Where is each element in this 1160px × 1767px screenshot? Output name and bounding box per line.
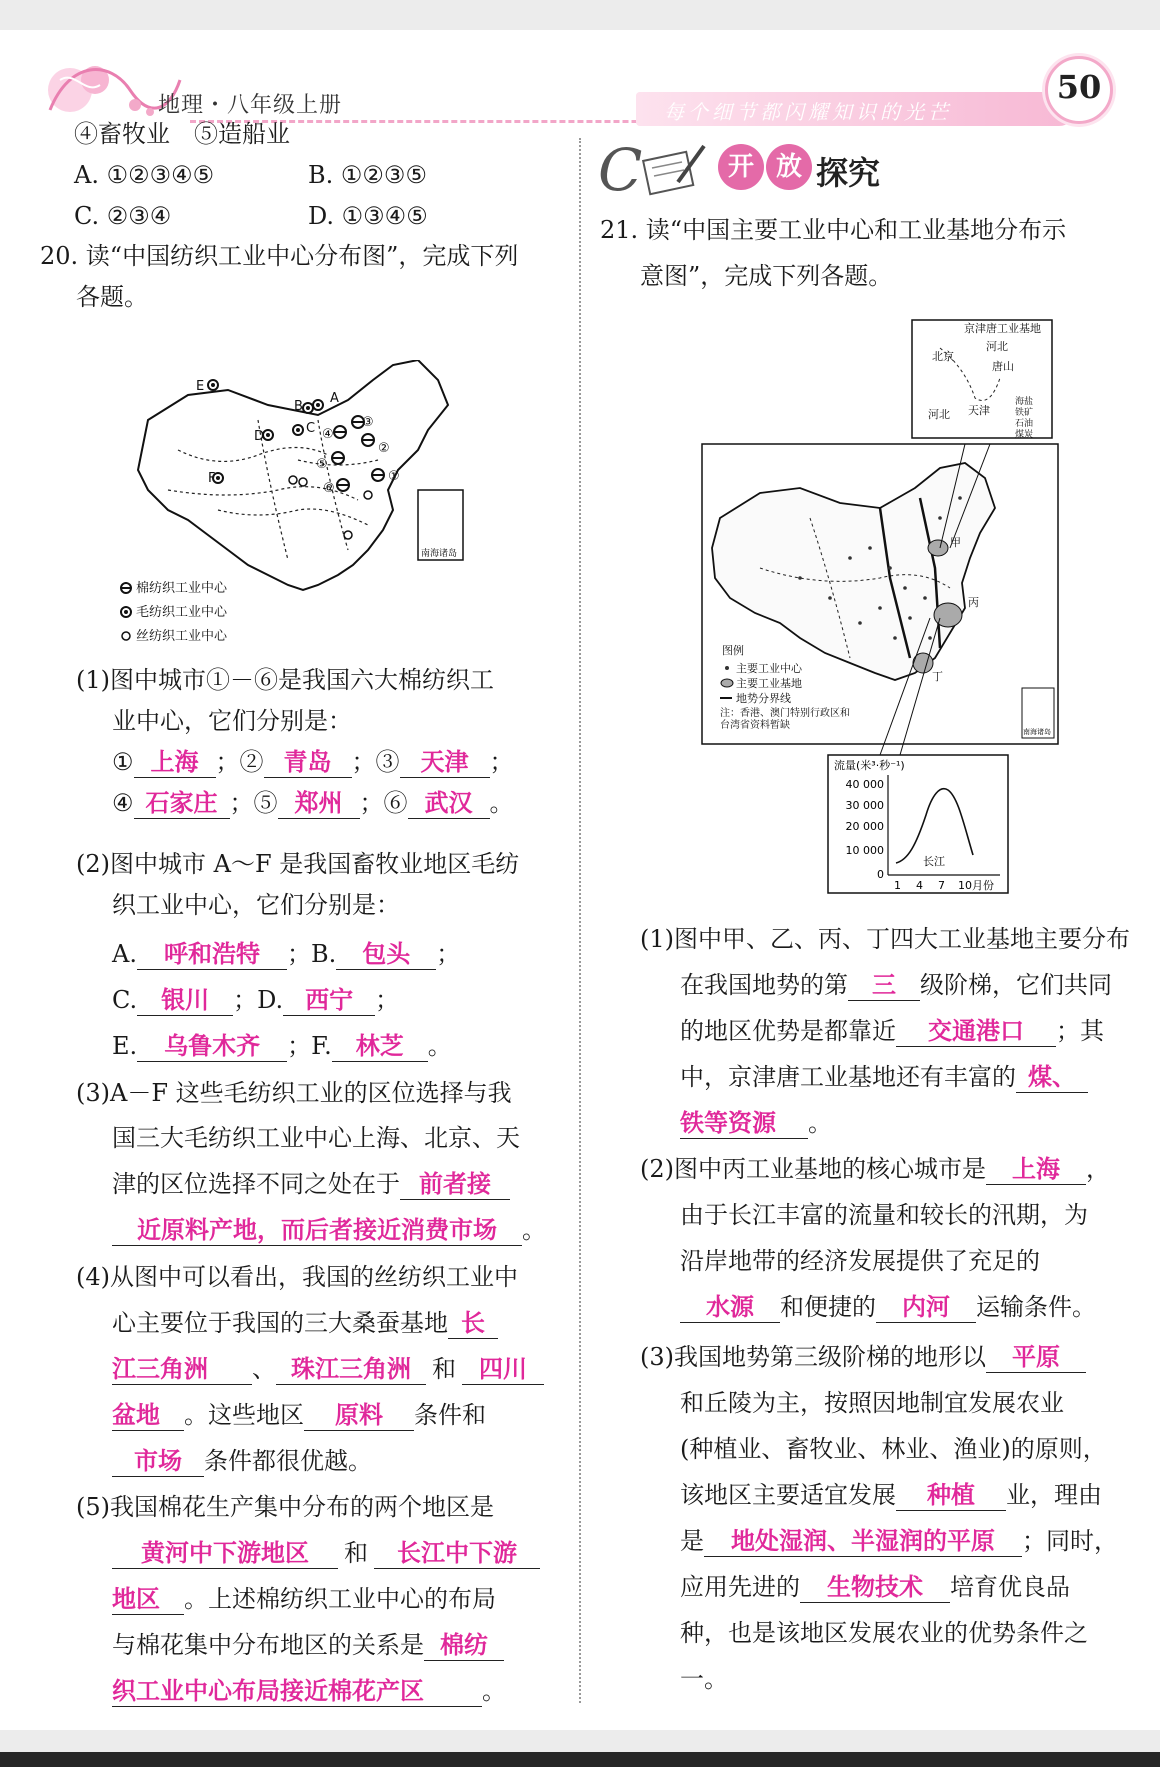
- q20-p2-l3: A. 呼和浩特 ；B. 包头 ；: [112, 940, 461, 968]
- q21-p2-l1: (2)图中丙工业基地的核心城市是 上海 ，: [640, 1155, 1110, 1183]
- map-label-f: F: [208, 471, 216, 486]
- flow-xtick: 7: [938, 879, 945, 892]
- flow-ytick: 10 000: [845, 844, 884, 857]
- q21-p1-l4: 中，京津唐工业基地还有丰富的 煤、: [680, 1061, 1088, 1093]
- map-label-4: ④: [322, 427, 334, 442]
- q20-p4-l2: 心主要位于我国的三大桑蚕基地 长: [112, 1307, 498, 1339]
- answer-blank[interactable]: 铁等资源: [680, 1108, 808, 1139]
- answer-blank[interactable]: 长江中下游: [374, 1538, 540, 1569]
- q20-p4-l4: 盆地 。这些地区 原料 条件和: [112, 1401, 486, 1429]
- answer-blank[interactable]: 地区: [112, 1584, 184, 1615]
- inset-label-tangshan: 唐山: [992, 360, 1014, 373]
- q21-p3-l7: 种，也是该地区发展农业的优势条件之: [680, 1619, 1088, 1647]
- inset-legend-coal: 煤炭: [1015, 430, 1034, 440]
- flow-xtick: 1: [894, 879, 901, 892]
- inset-label-hebei-1: 河北: [986, 340, 1008, 353]
- map-label-c: C: [306, 421, 316, 436]
- inset-label-tianjin: 天津: [968, 404, 990, 417]
- map-label-3: ③: [362, 415, 374, 430]
- badge-open-char-1: 开: [718, 144, 764, 190]
- q21-p3-l3: (种植业、畜牧业、林业、渔业)的原则，: [680, 1435, 1107, 1463]
- inset-label: 南海诸岛: [421, 549, 458, 559]
- q21-p1-l5: 铁等资源 。: [680, 1109, 832, 1137]
- q21-p3-l1: (3)我国地势第三级阶梯的地形以 平原: [640, 1341, 1086, 1373]
- q20-p2-l1: (2)图中城市 A～F 是我国畜牧业地区毛纺: [76, 850, 520, 878]
- legend-cotton: 棉纺织工业中心: [136, 581, 228, 596]
- answer-blank[interactable]: 原料: [304, 1400, 414, 1431]
- page-number: 50: [1056, 68, 1102, 106]
- q21-p3-l2: 和丘陵为主，按照因地制宜发展农业: [680, 1389, 1064, 1417]
- legend-center: 主要工业中心: [736, 662, 802, 675]
- q21-p2-l2: 由于长江丰富的流量和较长的汛期，为: [680, 1201, 1088, 1229]
- map-label-b: B: [294, 399, 303, 414]
- answer-blank[interactable]: 林芝: [332, 1031, 428, 1062]
- answer-blank[interactable]: 石家庄: [134, 788, 230, 819]
- q20-stem-cont: 各题。: [76, 283, 148, 311]
- legend-silk: 丝纺织工业中心: [136, 629, 228, 644]
- q20-p4-l5: 市场 条件都很优越。: [112, 1445, 372, 1477]
- column-divider: [579, 138, 581, 1703]
- answer-blank[interactable]: 交通港口: [896, 1016, 1056, 1047]
- answer-blank[interactable]: 内河: [876, 1292, 976, 1323]
- answer-blank[interactable]: 近原料产地，而后者接近消费市场: [112, 1215, 522, 1246]
- answer-blank[interactable]: 长: [448, 1308, 498, 1339]
- legend-base: 主要工业基地: [736, 677, 802, 690]
- q21-p1-l3: 的地区优势是都靠近 交通港口 ；其: [680, 1017, 1104, 1045]
- answer-blank[interactable]: 上海: [134, 747, 216, 778]
- flow-ytick: 40 000: [845, 778, 884, 791]
- flow-xtick: 10月份: [958, 879, 994, 892]
- q21-p2-l3: 沿岸地带的经济发展提供了充足的: [680, 1247, 1040, 1275]
- answer-blank[interactable]: 江三角洲: [112, 1354, 252, 1385]
- legend-title: 图例: [722, 644, 744, 657]
- answer-blank[interactable]: 织工业中心布局接近棉花产区: [112, 1676, 482, 1707]
- map-label-1: ①: [388, 469, 400, 484]
- inset-legend-oil: 石油: [1015, 419, 1034, 429]
- answer-blank[interactable]: 棉纺: [424, 1630, 504, 1661]
- q21-stem: 21. 读“中国主要工业中心和工业基地分布示: [600, 216, 1067, 244]
- answer-blank[interactable]: 乌鲁木齐: [137, 1031, 287, 1062]
- map-label-e: E: [196, 379, 205, 394]
- inset-south-label: 南海诸岛: [1023, 728, 1051, 736]
- map-note-2: 台湾省资料暂缺: [720, 720, 790, 731]
- map-label-a: A: [330, 391, 339, 406]
- answer-blank[interactable]: 珠江三角洲: [276, 1354, 426, 1385]
- answer-blank[interactable]: 地处湿润、半湿润的平原: [704, 1526, 1022, 1557]
- answer-blank[interactable]: 生物技术: [800, 1572, 950, 1603]
- q20-p1-l4: ④ 石家庄 ；⑤ 郑州 ；⑥ 武汉 。: [112, 789, 514, 817]
- badge-explore-text: 探究: [816, 154, 881, 192]
- q20-p1-l3: ① 上海 ；② 青岛 ；③ 天津 ；: [112, 748, 514, 776]
- answer-blank[interactable]: 种植: [896, 1480, 1006, 1511]
- q21-p3-l4: 该地区主要适宜发展 种植 业，理由: [680, 1481, 1102, 1509]
- q20-p2-l2: 织工业中心，它们分别是：: [112, 891, 400, 919]
- q20-stem: 20. 读“中国纺织工业中心分布图”，完成下列: [40, 242, 519, 270]
- china-outline: [138, 360, 448, 590]
- answer-blank[interactable]: 盆地: [112, 1400, 184, 1431]
- bottom-bar: [0, 1752, 1160, 1767]
- base-label-bing: 丙: [968, 596, 979, 609]
- textile-center-map: [118, 360, 528, 650]
- legend-boundary: 地势分界线: [736, 692, 791, 705]
- q19-option-c: C. ②③④: [74, 202, 172, 230]
- flow-ytick: 0: [877, 868, 884, 881]
- answer-blank[interactable]: 天津: [400, 747, 490, 778]
- flow-ytick: 30 000: [845, 799, 884, 812]
- inset-label-hebei-2: 河北: [928, 408, 950, 421]
- book-title: 地理・八年级上册: [158, 93, 343, 118]
- flow-ylabel: 流量(米³·秒⁻¹): [834, 759, 905, 772]
- answer-blank[interactable]: 市场: [112, 1446, 204, 1477]
- q20-p2-l5: E. 乌鲁木齐 ；F. 林芝 。: [112, 1032, 452, 1060]
- slogan-text: 每个细节都闪耀知识的光芒: [664, 100, 952, 124]
- q21-p1-l2: 在我国地势的第 三 级阶梯，它们共同: [680, 971, 1112, 999]
- answer-blank[interactable]: 西宁: [283, 985, 375, 1016]
- q21-p1-l1: (1)图中甲、乙、丙、丁四大工业基地主要分布: [640, 925, 1130, 953]
- answer-blank[interactable]: 银川: [137, 985, 233, 1016]
- q19-option-line: ④畜牧业 ⑤造船业: [74, 120, 290, 148]
- q20-p4-l1: (4)从图中可以看出，我国的丝纺织工业中: [76, 1263, 518, 1291]
- q20-p3-l1: (3)A－F 这些毛纺织工业的区位选择与我: [76, 1079, 512, 1107]
- open-explore-badge: [598, 134, 898, 204]
- q20-p1-l1: (1)图中城市①－⑥是我国六大棉纺织工: [76, 666, 494, 694]
- base-label-jia: 甲: [950, 536, 961, 549]
- q20-p3-l2: 国三大毛纺织工业中心上海、北京、天: [112, 1124, 520, 1152]
- answer-blank[interactable]: 前者接: [400, 1169, 510, 1200]
- badge-open-char-2: 放: [766, 144, 812, 190]
- q19-option-b: B. ①②③⑤: [308, 161, 427, 189]
- flow-ytick: 20 000: [845, 820, 884, 833]
- inset-legend-iron: 铁矿: [1015, 408, 1034, 418]
- q21-p2-l4: 水源 和便捷的 内河 运输条件。: [680, 1291, 1096, 1323]
- answer-blank[interactable]: 呼和浩特: [137, 939, 287, 970]
- q20-p5-l2: 黄河中下游地区 和 长江中下游: [112, 1537, 540, 1569]
- inset-title: 京津唐工业基地: [964, 322, 1041, 335]
- badge-c-letter: C: [598, 136, 643, 204]
- flow-series-label: 长江: [923, 855, 945, 868]
- map-label-5: ⑤: [316, 457, 328, 472]
- page-header: [40, 50, 1120, 125]
- q21-stem-cont: 意图”，完成下列各题。: [640, 262, 893, 290]
- q20-p5-l1: (5)我国棉花生产集中分布的两个地区是: [76, 1493, 494, 1521]
- flow-curve: [896, 789, 973, 863]
- map-note-1: 注：香港、澳门特别行政区和: [720, 708, 850, 719]
- q20-p5-l4: 与棉花集中分布地区的关系是 棉纺: [112, 1629, 504, 1661]
- answer-blank[interactable]: 上海: [986, 1154, 1086, 1185]
- answer-blank[interactable]: 四川: [462, 1354, 544, 1385]
- answer-blank[interactable]: 水源: [680, 1292, 780, 1323]
- answer-blank[interactable]: 黄河中下游地区: [112, 1538, 338, 1569]
- q19-option-d: D. ①③④⑤: [308, 202, 428, 230]
- map-label-2: ②: [378, 441, 390, 456]
- answer-blank[interactable]: 郑州: [278, 788, 360, 819]
- q21-p3-l5: 是 地处湿润、半湿润的平原 ；同时，: [680, 1527, 1118, 1555]
- notebook-pen-icon: [638, 142, 708, 196]
- inset-legend-salt: 海盐: [1015, 397, 1034, 407]
- q20-p3-l4: 近原料产地，而后者接近消费市场 。: [112, 1214, 546, 1246]
- base-label-ding: 丁: [932, 670, 943, 683]
- q20-p4-l3: 江三角洲 、 珠江三角洲 和 四川: [112, 1353, 544, 1385]
- map-label-6: ⑥: [323, 481, 335, 496]
- q20-p1-l2: 业中心，它们分别是：: [112, 707, 352, 735]
- answer-blank[interactable]: 青岛: [264, 747, 352, 778]
- map-label-d: D: [254, 429, 265, 444]
- flow-xtick: 4: [916, 879, 923, 892]
- answer-blank[interactable]: 平原: [986, 1342, 1086, 1373]
- answer-blank[interactable]: 煤、: [1016, 1062, 1088, 1093]
- q21-p3-l6: 应用先进的 生物技术 培育优良品: [680, 1573, 1070, 1601]
- q20-p3-l3: 津的区位选择不同之处在于 前者接: [112, 1168, 510, 1200]
- yangtze-flow-chart: [828, 755, 1008, 893]
- q20-p5-l5: 织工业中心布局接近棉花产区 。: [112, 1677, 506, 1705]
- answer-blank[interactable]: 武汉: [408, 788, 490, 819]
- answer-blank[interactable]: 三: [848, 970, 920, 1001]
- answer-blank[interactable]: 包头: [336, 939, 436, 970]
- q20-p5-l3: 地区 。上述棉纺织工业中心的布局: [112, 1585, 496, 1613]
- q19-option-a: A. ①②③④⑤: [74, 161, 215, 189]
- legend-wool: 毛纺织工业中心: [136, 605, 228, 620]
- q21-p3-l8: 一。: [680, 1665, 728, 1693]
- q20-p2-l4: C. 银川 ；D. 西宁 ；: [112, 986, 400, 1014]
- inset-label-beijing: 北京: [932, 350, 954, 363]
